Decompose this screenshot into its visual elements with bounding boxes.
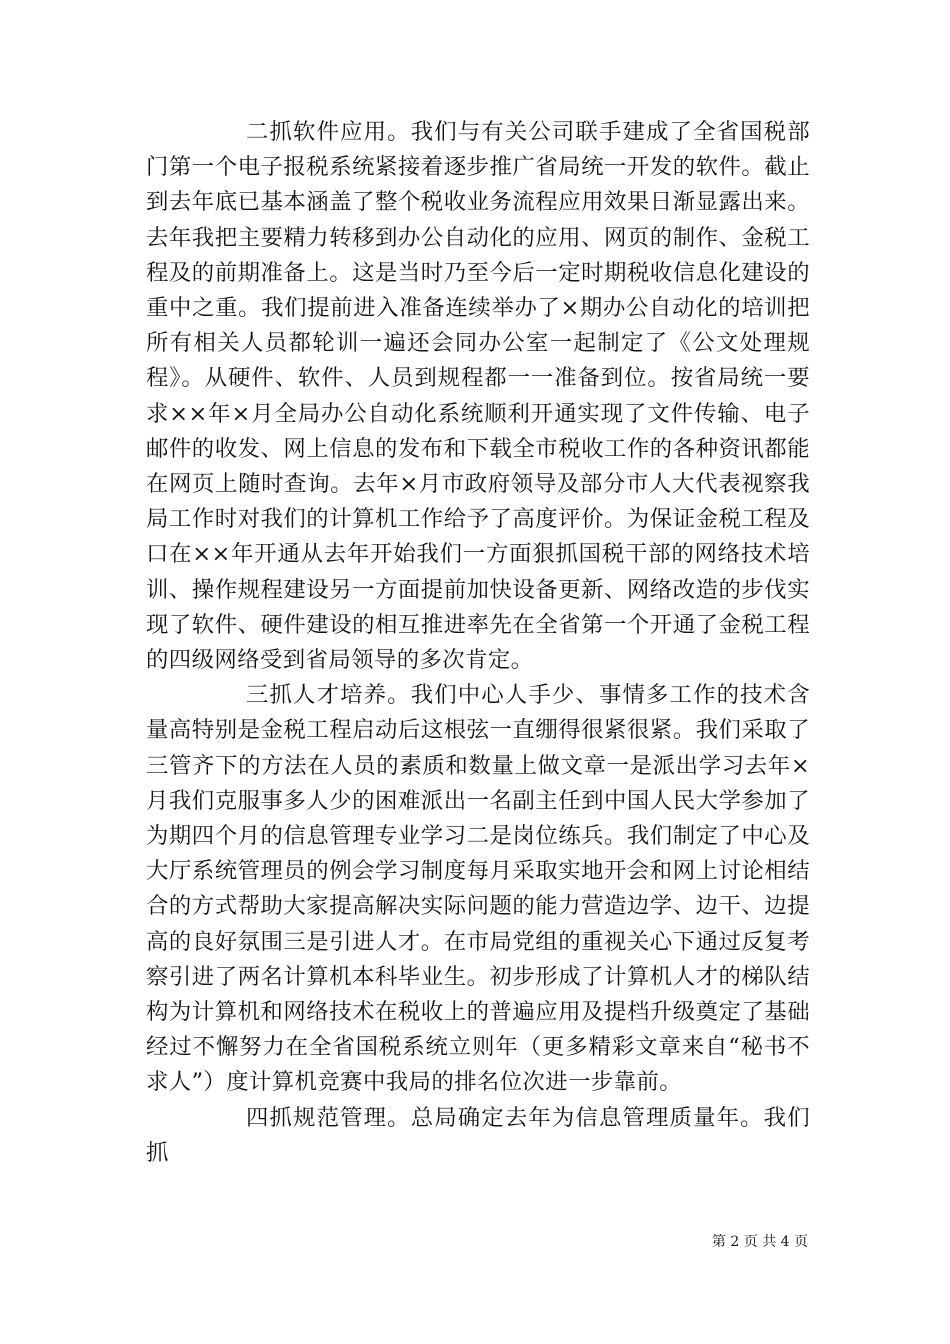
body-text: [146, 115, 810, 1171]
paragraph-talent-training: 三抓人才培养。我们中心人手少、事情多工作的技术含量高特别是金税工程启动后这根弦一直绷得很紧很紧。我们采取了三管齐下的方法在人员的素质和数量上做文章一是派出学习去年×月我们克服事多人少的困难派出一名副主任到中国人民大学参加了为期四个月的信息管理专业学习二是岗位练兵。我们制定了中心及大厅系统管理员的例会学习制度每月采取实地开会和网上讨论相结合的方式帮助大家提高解决实际问题的能力营造边学、边干、边提高的良好氛围三是引进人才。在市局党组的重视关心下通过反复考察引进了两名计算机本科毕业生。初步形成了计算机人才的梯队结构为计算机和网络技术在税收上的普遍应用及提档升级奠定了基础经过不懈努力在全省国税系统立则年（更多精彩文章来自“秘书不求人”）度计算机竞赛中我局的排名位次进一步靠前。: [146, 682, 810, 1096]
paragraph-software-application: 二抓软件应用。我们与有关公司联手建成了全省国税部门第一个电子报税系统紧接着逐步推广省局统一开发的软件。截止到去年底已基本涵盖了整个税收业务流程应用效果日渐显露出来。去年我把主要精力转移到办公自动化的应用、网页的制作、金税工程及的前期准备上。这是当时乃至今后一定时期税收信息化建设的重中之重。我们提前进入准备连续举办了×期办公自动化的培训把所有相关人员都轮训一遍还会同办公室一起制定了《公文处理规程》。从硬件、软件、人员到规程都一一准备到位。按省局统一要求××年×月全局办公自动化系统顺利开通实现了文件传输、电子邮件的收发、网上信息的发布和下载全市税收工作的各种资讯都能在网页上随时查询。去年×月市政府领导及部分市人大代表视察我局工作时对我们的计算机工作给予了高度评价。为保证金税工程及口在××年开通从去年开始我们一方面狠抓国税干部的网络技术培训、操作规程建设另一方面提前加快设备更新、网络改造的步伐实现了软件、硬件建设的相互推进率先在全省第一个开通了金税工程的四级网络受到省局领导的多次肯定。: [146, 119, 810, 674]
page-number: 第 2 页 共 4 页: [711, 1234, 808, 1250]
paragraph-standard-management: 四抓规范管理。总局确定去年为信息管理质量年。我们抓: [146, 1104, 810, 1166]
